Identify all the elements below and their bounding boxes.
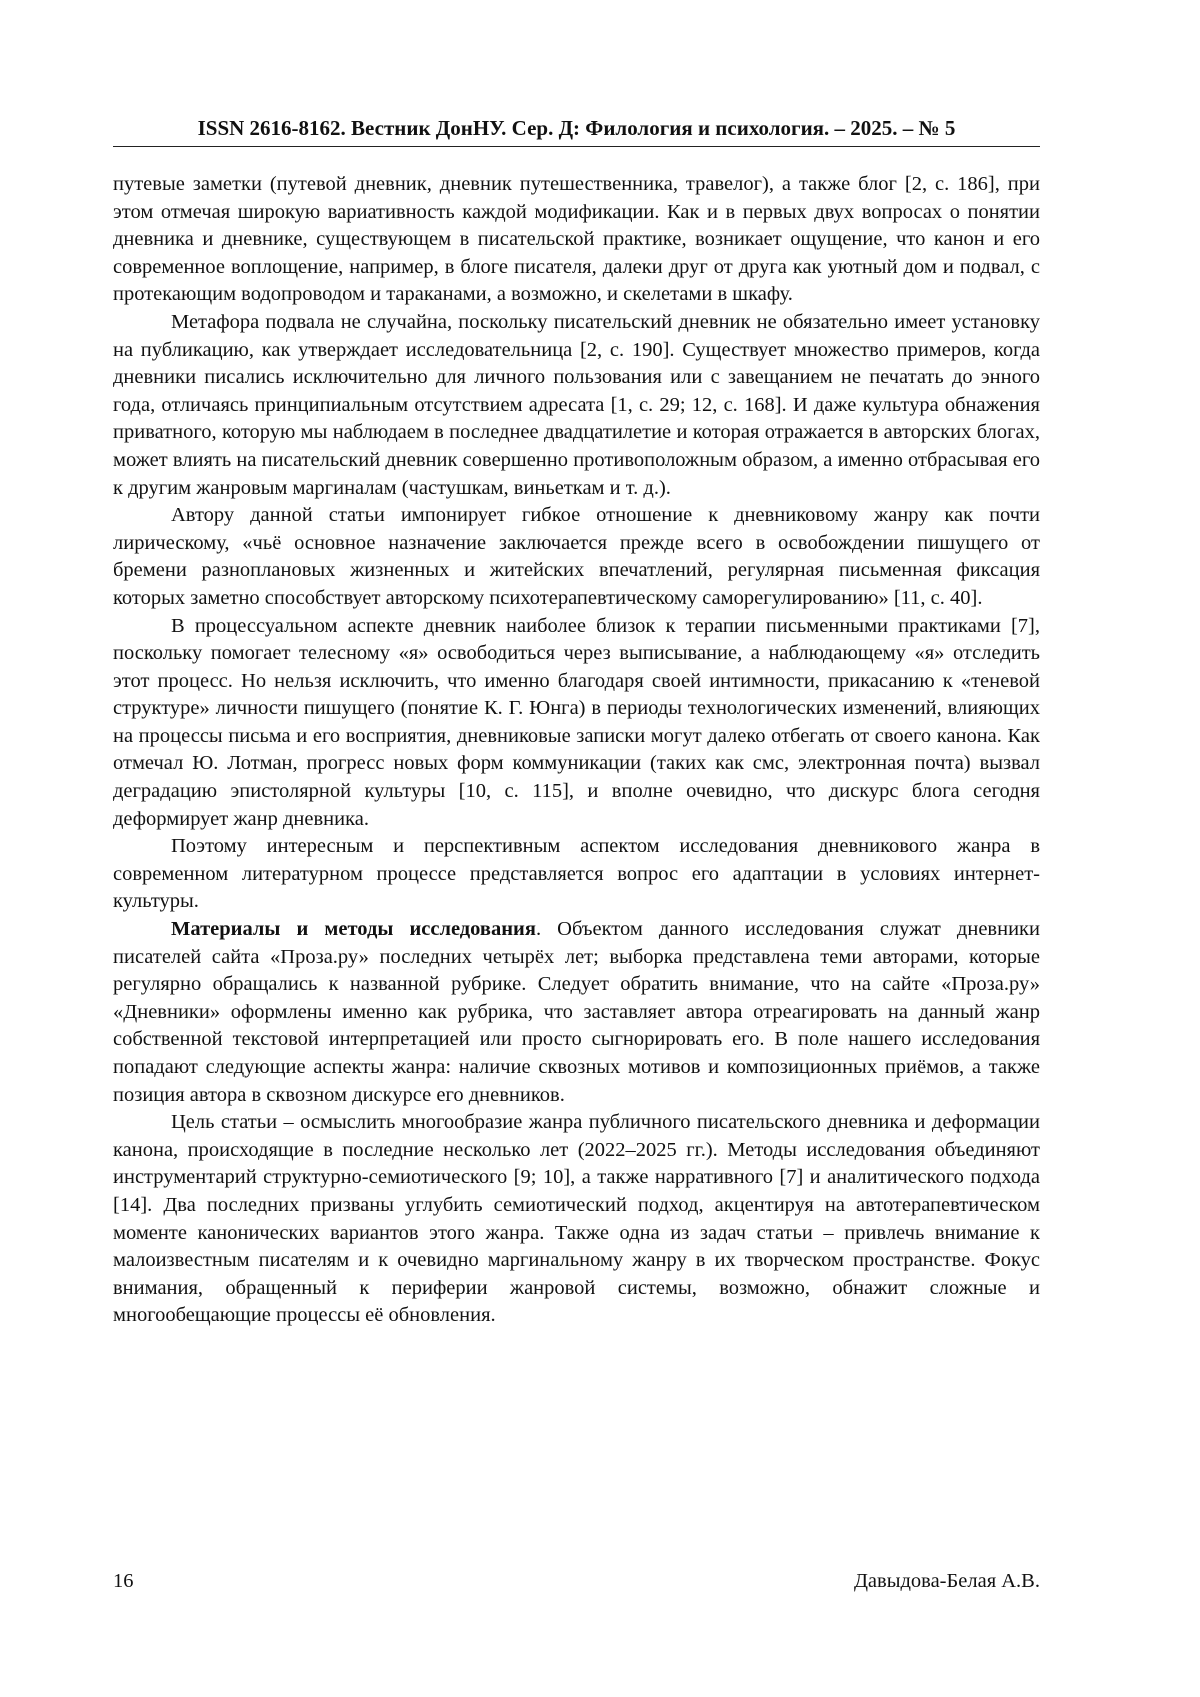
paragraph-2: Метафора подвала не случайна, поскольку писательский дневник не обязательно имеет установку на публикацию, как утверждает исследовательница [2, с. 190]. Существует множество примеров, когда дневники писались исключительно для личного пользования или с завещанием не печатать до энного года, отличаясь принципиальным отсутствием адресата [1, с. 29; 12, с. 168]. И даже культура обнажения приватного, которую мы наблюдаем в последнее двадцатилетие и которая отражается в авторских блогах, может влиять на писательский дневник совершенно противоположным образом, а именно отбрасывая его к другим жанровым маргиналам (частушкам, виньеткам и т. д.). bbox=[113, 310, 1040, 499]
journal-header: ISSN 2616-8162. Вестник ДонНУ. Сер. Д: Филология и психология. – 2025. – № 5 bbox=[113, 114, 1040, 147]
paragraph-5: Поэтому интересным и перспективным аспектом исследования дневникового жанра в современном литературном процессе представляется вопрос его адаптации в условиях интернет-культуры. bbox=[113, 835, 1040, 913]
article-body bbox=[113, 171, 1040, 1330]
section-heading-materials-methods: Материалы и методы исследования bbox=[171, 918, 536, 941]
paragraph-materials-methods bbox=[113, 916, 1040, 1109]
page-number: 16 bbox=[113, 1570, 134, 1592]
paragraph-7: Цель статьи – осмыслить многообразие жанра публичного писательского дневника и деформации канона, происходящие в последние несколько лет (2022–2025 гг.). Методы исследования объединяют инструментарий структурно-семиотического [9; 10], а также нарративного [7] и аналитического подхода [14]. Два последних призваны углубить семиотический подход, акцентируя на автотерапевтическом моменте канонических вариантов этого жанра. Также одна из задач статьи – привлечь внимание к малоизвестным писателям и к очевидно маргинальному жанру в их творческом пространстве. Фокус внимания, обращенный к периферии жанровой системы, возможно, обнажит сложные и многообещающие процессы её обновления. bbox=[113, 1111, 1040, 1327]
footer-author: Давыдова-Белая А.В. bbox=[853, 1570, 1040, 1592]
paragraph-6-text: . Объектом данного исследования служат дневники писателей сайта «Проза.ру» последних четырёх лет; выборка представлена теми авторами, которые регулярно обращались к названной рубрике. Следует обратить внимание, что на сайте «Проза.ру» «Дневники» оформлены именно как рубрика, что заставляет автора отреагировать на данный жанр собственной текстовой интерпретацией или просто сыгнорировать его. В поле нашего исследования попадают следующие аспекты жанра: наличие сквозных мотивов и композиционных приёмов, а также позиция автора в сквозном дискурсе его дневников. bbox=[113, 918, 1040, 1106]
paragraph-1: путевые заметки (путевой дневник, дневник путешественника, травелог), а также блог [2, с. 186], при этом отмечая широкую вариативность каждой модификации. Как и в первых двух вопросах о понятии дневника и дневнике, существующем в писательской практике, возникает ощущение, что канон и его современное воплощение, например, в блоге писателя, далеки друг от друга как уютный дом и подвал, с протекающим водопроводом и тараканами, а возможно, и скелетами в шкафу. bbox=[113, 173, 1040, 306]
paragraph-3: Автору данной статьи импонирует гибкое отношение к дневниковому жанру как почти лирическому, «чьё основное назначение заключается прежде всего в освобождении пишущего от бремени разноплановых жизненных и житейских впечатлений, регулярная письменная фиксация которых заметно способствует авторскому психотерапевтическому саморегулированию» [11, с. 40]. bbox=[113, 504, 1040, 609]
paragraph-4: В процессуальном аспекте дневник наиболее близок к терапии письменными практиками [7], поскольку помогает телесному «я» освободиться через выписывание, а наблюдающему «я» отследить этот процесс. Но нельзя исключить, что именно благодаря своей интимности, прикасанию к «теневой структуре» личности пишущего (понятие К. Г. Юнга) в периоды технологических изменений, влияющих на процессы письма и его восприятия, дневниковые записки могут далеко отбегать от своего канона. Как отмечал Ю. Лотман, прогресс новых форм коммуникации (таких как смс, электронная почта) вызвал деградацию эпистолярной культуры [10, с. 115], и вполне очевидно, что дискурс блога сегодня деформирует жанр дневника. bbox=[113, 614, 1040, 830]
